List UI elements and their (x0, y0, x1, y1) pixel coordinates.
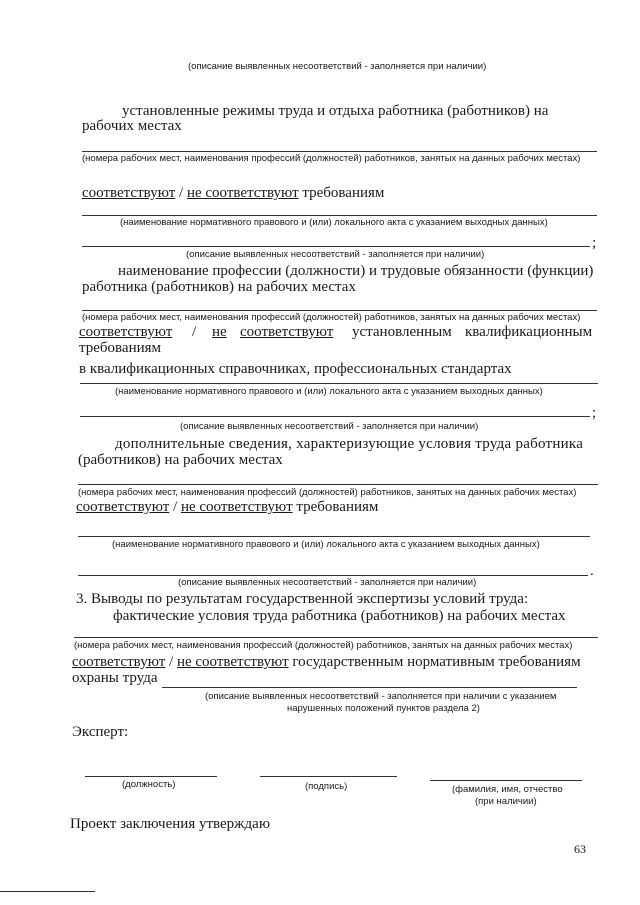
approve-text: Проект заключения утверждаю (70, 816, 271, 832)
workplaces-note: (номера рабочих мест, наименования профессий (должностей) работников, занятых на данных рабочих местах) (82, 153, 581, 164)
not-comply-option: не соответствуют (176, 654, 289, 670)
workplaces-note: (номера рабочих мест, наименования профессий (должностей) работников, занятых на данных рабочих местах) (82, 312, 581, 323)
section2-line1: наименование профессии (должности) и трудовые обязанности (функции) (118, 263, 594, 279)
mismatch-note-cont: нарушенных положений пунктов раздела 2) (287, 703, 480, 714)
comply-option: соответствуют (72, 654, 166, 670)
conclusions-line1: фактические условия труда работника (работников) на рабочих местах (113, 608, 566, 624)
fill-line (82, 246, 590, 247)
protection-line: охраны труда (72, 670, 158, 686)
position-line (85, 776, 217, 777)
compliance-line (82, 186, 384, 201)
fill-line (80, 416, 590, 417)
mismatch-note: (описание выявленных несоответствий - заполняется при наличии) (180, 421, 479, 432)
separator: / (165, 654, 177, 670)
handbooks-line: в квалификационных справочниках, профессиональных стандартах (79, 361, 512, 377)
comply-option: соответствуют (79, 324, 173, 340)
conclusions-heading: 3. Выводы по результатам государственной экспертизы условий труда: (76, 591, 529, 607)
requirements-word: требованиям (298, 185, 385, 201)
section3-line1: дополнительные сведения, характеризующие условия труда работника (115, 436, 584, 452)
fill-line (78, 536, 590, 537)
fill-line (82, 310, 597, 311)
requirements-line: требованиям (79, 340, 162, 356)
fill-line (82, 215, 597, 216)
name-note-cont: (при наличии) (475, 796, 537, 807)
mismatch-note: (описание выявленных несоответствий - заполняется при наличии с указанием (205, 691, 557, 702)
fill-line (80, 383, 598, 384)
workplaces-note: (номера рабочих мест, наименования профессий (должностей) работников, занятых на данных рабочих местах) (74, 640, 573, 651)
signature-line (260, 776, 397, 777)
fill-line (74, 637, 598, 638)
period: . (590, 563, 594, 579)
comply-word: соответствуют (240, 324, 334, 340)
compliance-line (76, 500, 378, 515)
separator: / (192, 324, 197, 340)
established-word: установленным (352, 324, 452, 340)
name-note: (фамилия, имя, отчество (452, 784, 563, 795)
fill-line (78, 575, 588, 576)
separator: / (169, 499, 181, 515)
mismatch-note: (описание выявленных несоответствий - заполняется при наличии) (188, 61, 487, 72)
requirements-word: требованиям (292, 499, 379, 515)
name-line (430, 780, 582, 781)
state-requirements: государственным нормативным требованиям (288, 654, 581, 670)
position-note: (должность) (122, 779, 176, 790)
act-note: (наименование нормативного правового и (или) локального акта с указанием выходных данных) (120, 217, 548, 228)
footer-rule (0, 891, 95, 892)
compliance-line (72, 655, 581, 670)
fill-line (82, 151, 597, 152)
section1-line2: рабочих местах (82, 118, 182, 134)
section1-line1: установленные режимы труда и отдыха работника (работников) на (122, 103, 549, 119)
page-number: 63 (574, 842, 586, 856)
act-note: (наименование нормативного правового и (или) локального акта с указанием выходных данных) (115, 386, 543, 397)
signature-note: (подпись) (305, 781, 348, 792)
comply-option: соответствуют (82, 185, 176, 201)
semicolon: ; (592, 235, 597, 251)
qualification-word: квалификационным (465, 324, 593, 340)
not-comply-option: не соответствуют (186, 185, 299, 201)
expert-label: Эксперт: (72, 724, 129, 740)
section2-line2: работника (работников) на рабочих местах (82, 279, 356, 295)
separator: / (175, 185, 187, 201)
mismatch-note: (описание выявленных несоответствий - заполняется при наличии) (178, 577, 477, 588)
fill-line (78, 484, 598, 485)
fill-line (162, 687, 577, 688)
mismatch-note: (описание выявленных несоответствий - заполняется при наличии) (186, 249, 485, 260)
not-option: не (212, 324, 227, 340)
not-comply-option: не соответствуют (180, 499, 293, 515)
section3-line2: (работников) на рабочих местах (78, 452, 283, 468)
comply-option: соответствуют (76, 499, 170, 515)
act-note: (наименование нормативного правового и (или) локального акта с указанием выходных данных) (112, 539, 540, 550)
workplaces-note: (номера рабочих мест, наименования профессий (должностей) работников, занятых на данных рабочих местах) (78, 487, 577, 498)
semicolon: ; (592, 405, 597, 421)
